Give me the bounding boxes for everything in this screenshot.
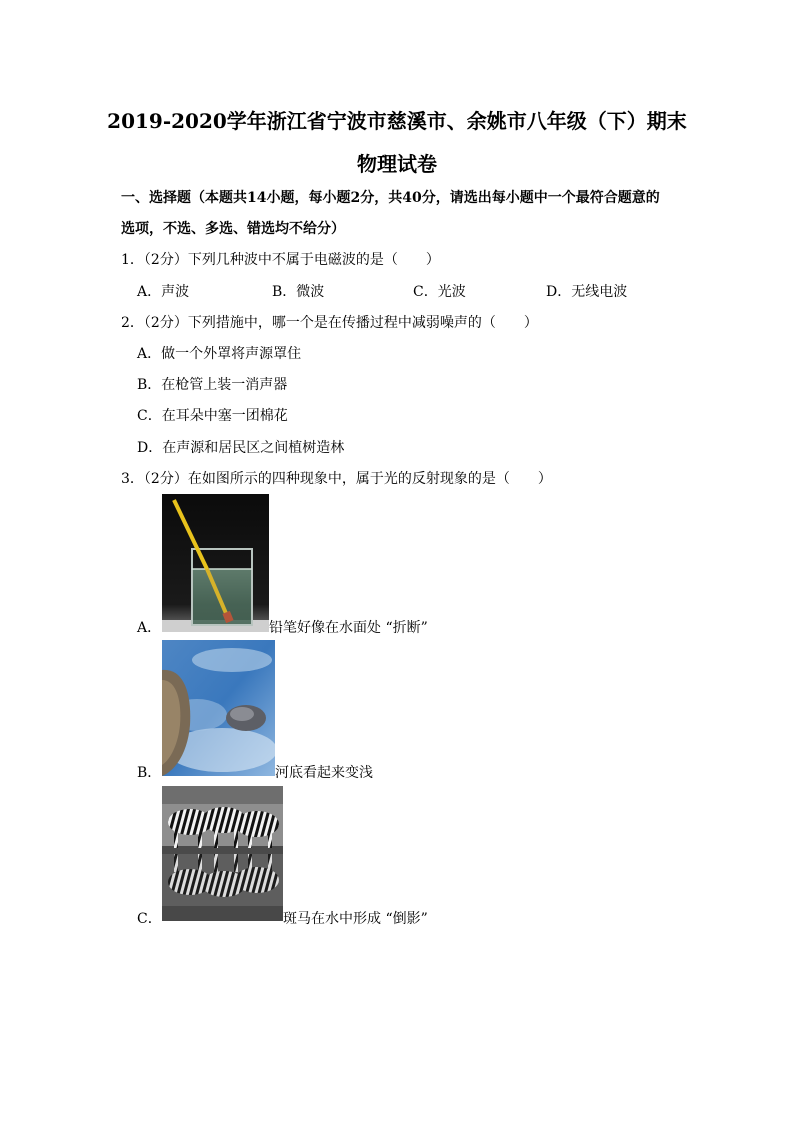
q1-option-a: A．声波 bbox=[137, 284, 190, 300]
question-3-stem: 3．（2分）在如图所示的四种现象中，属于光的反射现象的是（ ） bbox=[121, 471, 552, 487]
q1-option-d: D．无线电波 bbox=[546, 284, 628, 300]
question-1-stem: 1．（2分）下列几种波中不属于电磁波的是（ ） bbox=[121, 252, 440, 268]
q3-option-c-caption: 斑马在水中形成 “倒影” bbox=[283, 911, 428, 927]
q3-option-b-letter: B． bbox=[137, 765, 162, 781]
exam-title-line1: 2019-2020学年浙江省宁波市慈溪市、余姚市八年级（下）期末 bbox=[107, 109, 687, 133]
pencil-in-water-image bbox=[162, 494, 269, 632]
q3-option-a-letter: A． bbox=[137, 620, 162, 636]
section-heading-line1: 一、选择题（本题共14小题，每小题2分，共40分，请选出每小题中一个最符合题意的 bbox=[121, 190, 660, 206]
q1-option-b: B．微波 bbox=[272, 284, 325, 300]
zebra-reflection-image bbox=[162, 786, 283, 921]
q2-option-b: B．在枪管上装一消声器 bbox=[137, 377, 288, 393]
q1-option-c: C．光波 bbox=[413, 284, 466, 300]
q2-option-d: D．在声源和居民区之间植树造林 bbox=[137, 440, 345, 456]
riverbed-image bbox=[162, 640, 275, 776]
q3-option-a-caption: 铅笔好像在水面处 “折断” bbox=[269, 620, 428, 636]
q3-option-c-letter: C． bbox=[137, 911, 162, 927]
q2-option-c: C．在耳朵中塞一团棉花 bbox=[137, 408, 288, 424]
q3-option-b-caption: 河底看起来变浅 bbox=[275, 765, 373, 781]
exam-title-line2: 物理试卷 bbox=[357, 152, 437, 176]
question-2-stem: 2．（2分）下列措施中，哪一个是在传播过程中减弱噪声的（ ） bbox=[121, 315, 538, 331]
q2-option-a: A．做一个外罩将声源罩住 bbox=[137, 346, 302, 362]
section-heading-line2: 选项，不选、多选、错选均不给分） bbox=[121, 221, 345, 237]
